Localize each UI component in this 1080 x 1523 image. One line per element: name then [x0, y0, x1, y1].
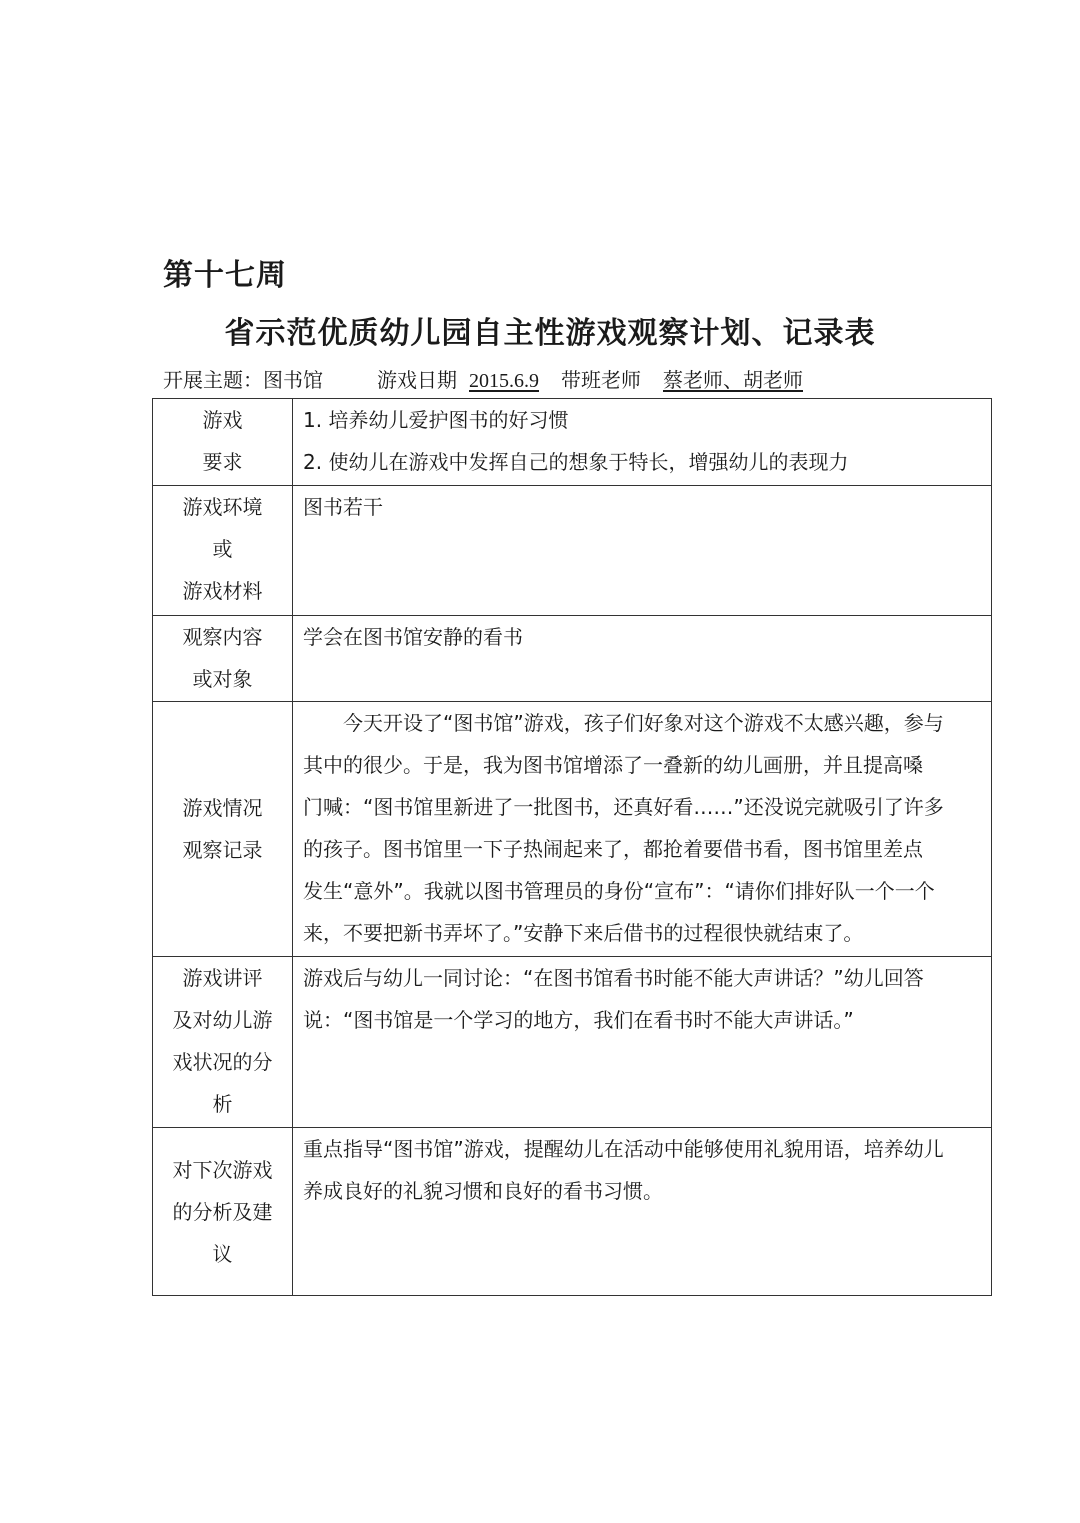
- label-line: 戏状况的分: [172, 1050, 273, 1074]
- content-game-environment: [293, 486, 992, 616]
- info-line: [163, 364, 845, 393]
- content-line: 2. 使幼儿在游戏中发挥自己的想象于特长，增强幼儿的表现力: [303, 450, 849, 474]
- content-line: 图书若干: [303, 495, 383, 519]
- label-line: 的分析及建: [172, 1199, 273, 1224]
- row-game-environment: [153, 486, 992, 616]
- content-line: 重点指导“图书馆”游戏，提醒幼儿在活动中能够使用礼貌用语，培养幼儿: [303, 1137, 944, 1161]
- content-line: 学会在图书馆安静的看书: [303, 625, 523, 649]
- teacher-label: 带班老师: [561, 368, 641, 392]
- content-game-requirements: [293, 399, 992, 486]
- label-game-review: [153, 957, 293, 1128]
- content-game-review: [293, 957, 992, 1128]
- content-line: 说：“图书馆是一个学习的地方，我们在看书时不能大声讲话。”: [303, 1008, 854, 1032]
- content-observation-record: [293, 702, 992, 957]
- content-next-suggestions: [293, 1128, 992, 1296]
- content-line: 今天开设了“图书馆”游戏，孩子们好象对这个游戏不太感兴趣，参与: [343, 711, 944, 735]
- content-line: 的孩子。图书馆里一下子热闹起来了，都抢着要借书看，图书馆里差点: [303, 837, 923, 861]
- content-line: 1. 培养幼儿爱护图书的好习惯: [303, 408, 569, 432]
- content-line: 其中的很少。于是，我为图书馆增添了一叠新的幼儿画册，并且提高嗓: [303, 753, 923, 777]
- row-game-requirements: [153, 399, 992, 486]
- label-line: 游戏: [202, 408, 243, 432]
- row-next-suggestions: [153, 1128, 992, 1296]
- content-line: 游戏后与幼儿一同讨论：“在图书馆看书时能不能大声讲话？”幼儿回答: [303, 966, 924, 990]
- date-value: 2015.6.9: [469, 370, 539, 392]
- theme-value: 图书馆: [263, 368, 323, 392]
- content-observation-target: [293, 616, 992, 702]
- label-line: 析: [212, 1092, 233, 1116]
- label-line: 观察内容: [182, 625, 263, 649]
- label-game-requirements: [153, 399, 293, 486]
- label-line: 要求: [202, 450, 243, 474]
- label-line: 议: [212, 1241, 233, 1266]
- row-game-review: [153, 957, 992, 1128]
- label-line: 或: [212, 537, 233, 561]
- date-label: 游戏日期: [377, 368, 457, 392]
- theme-label: 开展主题：: [163, 368, 263, 392]
- label-line: 或对象: [192, 667, 253, 691]
- label-line: 游戏材料: [182, 579, 263, 603]
- week-title: 第十七周: [163, 258, 287, 293]
- label-observation-target: [153, 616, 293, 702]
- content-line: 门喊：“图书馆里新进了一批图书，还真好看……”还没说完就吸引了许多: [303, 795, 944, 819]
- label-line: 观察记录: [182, 838, 263, 862]
- page-title: 省示范优质幼儿园自主性游戏观察计划、记录表: [224, 316, 876, 351]
- label-line: 游戏环境: [182, 495, 263, 519]
- label-line: 游戏情况: [182, 796, 263, 820]
- label-line: 及对幼儿游: [172, 1008, 273, 1032]
- label-observation-record: [153, 702, 293, 957]
- label-game-environment: [153, 486, 293, 616]
- teacher-value: 蔡老师、胡老师: [663, 368, 803, 392]
- label-line: 游戏讲评: [182, 966, 263, 990]
- label-line: 对下次游戏: [172, 1157, 273, 1182]
- content-line: 发生“意外”。我就以图书管理员的身份“宣布”：“请你们排好队一个一个: [303, 879, 935, 903]
- label-next-suggestions: [153, 1128, 293, 1296]
- record-table: [152, 398, 992, 1296]
- row-observation-record: [153, 702, 992, 957]
- content-line: 来，不要把新书弄坏了。”安静下来后借书的过程很快就结束了。: [303, 921, 864, 945]
- content-line: 养成良好的礼貌习惯和良好的看书习惯。: [303, 1179, 663, 1203]
- row-observation-target: [153, 616, 992, 702]
